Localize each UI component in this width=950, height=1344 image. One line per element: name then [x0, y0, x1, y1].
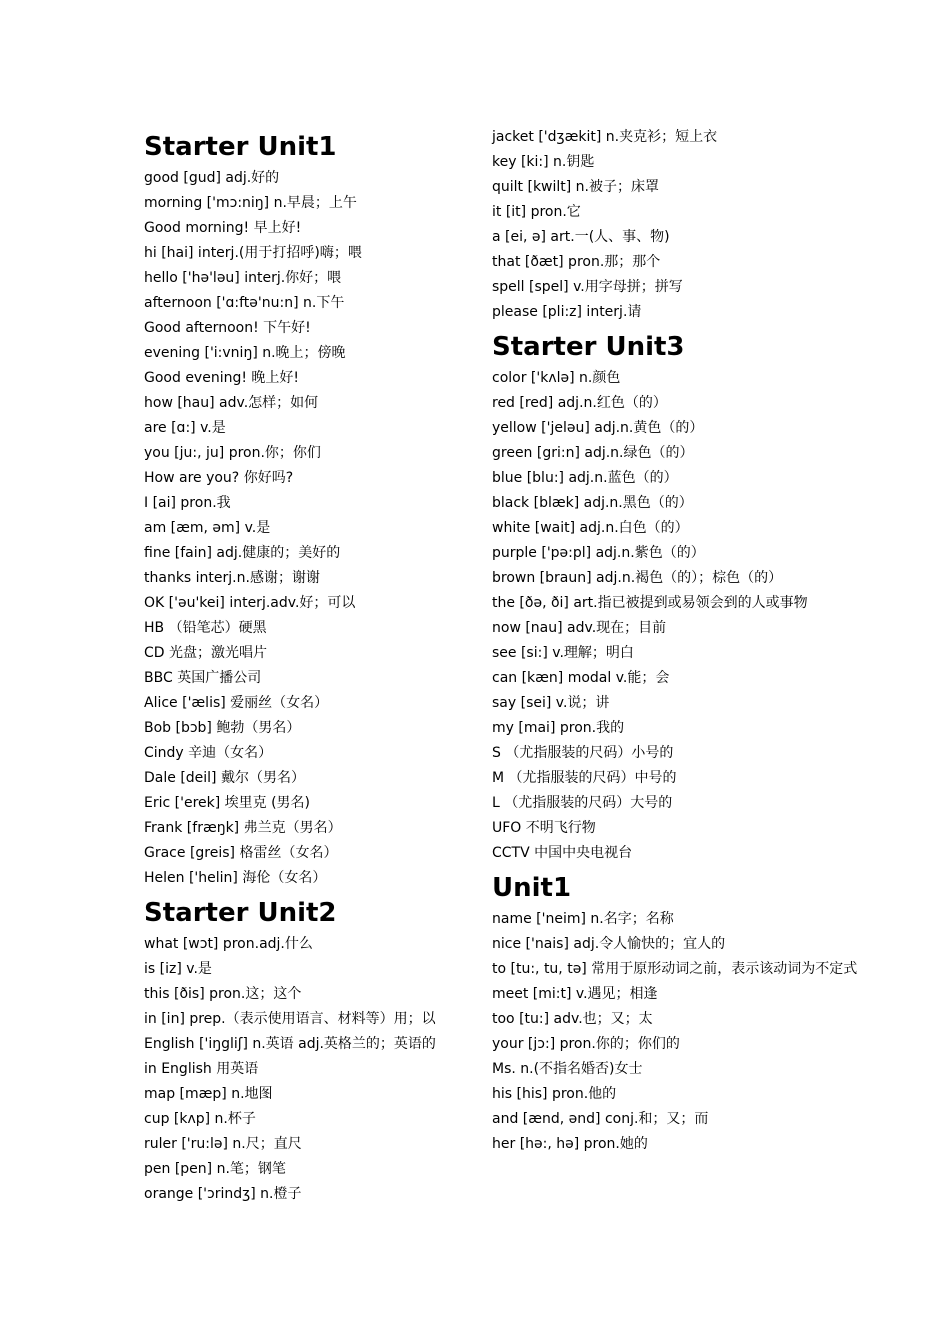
left-column — [144, 125, 464, 1207]
vocab-entry: L （尤指服装的尺码）大号的 — [492, 795, 673, 811]
right-column — [492, 125, 858, 1157]
vocab-entry: Helen ['helin] 海伦（女名） — [144, 870, 327, 886]
section-heading: Starter Unit3 — [492, 332, 685, 362]
section-heading: Starter Unit2 — [144, 898, 337, 928]
vocab-entry: green [gri:n] adj.n.绿色（的） — [492, 445, 694, 461]
vocab-entry: name ['neim] n.名字；名称 — [492, 911, 674, 927]
vocab-entry: in [in] prep.（表示使用语言、材料等）用；以 — [144, 1011, 436, 1027]
vocab-entry: thanks interj.n.感谢；谢谢 — [144, 570, 320, 586]
vocab-entry: evening ['i:vniŋ] n.晚上；傍晚 — [144, 345, 346, 361]
vocab-entry: Good afternoon! 下午好! — [144, 320, 311, 336]
vocab-entry: brown [braun] adj.n.褐色（的）；棕色（的） — [492, 570, 783, 586]
vocab-section — [144, 891, 464, 1207]
vocab-entry: BBC 英国广播公司 — [144, 670, 262, 686]
vocab-entry: Bob [bɔb] 鲍勃（男名） — [144, 720, 301, 736]
vocab-entry: Ms. n.(不指名婚否)女士 — [492, 1061, 643, 1077]
vocab-entry: his [his] pron.他的 — [492, 1086, 617, 1102]
vocab-entry: how [hau] adv.怎样；如何 — [144, 395, 319, 411]
vocab-entry: Good morning! 早上好! — [144, 220, 302, 236]
vocab-entry: a [ei, ə] art.一(人、事、物) — [492, 229, 670, 245]
vocab-entry: CCTV 中国中央电视台 — [492, 845, 633, 861]
vocab-entry: her [hə:, hə] pron.她的 — [492, 1136, 648, 1152]
vocab-entry: you [ju:, ju] pron.你；你们 — [144, 445, 321, 461]
vocab-entry: OK ['əu'kei] interj.adv.好；可以 — [144, 595, 356, 611]
vocab-entry: are [ɑ:] v.是 — [144, 420, 226, 436]
vocab-entry: UFO 不明飞行物 — [492, 820, 596, 836]
vocab-entry: map [mæp] n.地图 — [144, 1086, 273, 1102]
vocab-entry: in English 用英语 — [144, 1061, 259, 1077]
vocab-entry: your [jɔ:] pron.你的；你们的 — [492, 1036, 680, 1052]
vocab-entry: I [ai] pron.我 — [144, 495, 231, 511]
vocab-entry: please [pli:z] interj.请 — [492, 304, 642, 320]
vocab-entry: now [nau] adv.现在；目前 — [492, 620, 667, 636]
vocab-entry: to [tu:, tu, tə] 常用于原形动词之前，表示该动词为不定式 — [492, 961, 858, 977]
vocab-entry: nice ['nais] adj.令人愉快的；宜人的 — [492, 936, 726, 952]
vocab-entry: the [ðə, ði] art.指已被提到或易领会到的人或事物 — [492, 595, 808, 611]
vocab-entry: my [mai] pron.我的 — [492, 720, 625, 736]
vocab-entry: Grace [greis] 格雷丝（女名） — [144, 845, 338, 861]
vocab-entry: pen [pen] n.笔；钢笔 — [144, 1161, 286, 1177]
vocab-entry: is [iz] v.是 — [144, 961, 212, 977]
vocab-entry: M （尤指服装的尺码）中号的 — [492, 770, 677, 786]
vocab-entry: CD 光盘；激光唱片 — [144, 645, 268, 661]
vocab-entry: it [it] pron.它 — [492, 204, 581, 220]
vocab-entry: spell [spel] v.用字母拼；拼写 — [492, 279, 683, 295]
vocab-entry: red [red] adj.n.红色（的） — [492, 395, 667, 411]
vocab-entry: yellow ['jeləu] adj.n.黄色（的） — [492, 420, 704, 436]
vocab-entry: morning ['mɔ:niŋ] n.早晨；上午 — [144, 195, 357, 211]
vocab-entry: and [ænd, ənd] conj.和；又；而 — [492, 1111, 709, 1127]
vocab-entry: HB （铅笔芯）硬黑 — [144, 620, 267, 636]
vocab-entry: am [æm, əm] v.是 — [144, 520, 271, 536]
vocab-entry: Frank [fræŋk] 弗兰克（男名） — [144, 820, 342, 836]
vocab-entry: hello ['hə'ləu] interj.你好；喂 — [144, 270, 342, 286]
vocab-entry: Eric ['erek] 埃里克 (男名) — [144, 795, 311, 811]
vocab-entry: can [kæn] modal v.能；会 — [492, 670, 670, 686]
vocab-entry: color ['kʌlə] n.颜色 — [492, 370, 621, 386]
vocab-entry: white [wait] adj.n.白色（的） — [492, 520, 689, 536]
vocab-entry: good [gud] adj.好的 — [144, 170, 280, 186]
vocab-entry: S （尤指服装的尺码）小号的 — [492, 745, 674, 761]
vocab-entry: hi [hai] interj.(用于打招呼)嗨；喂 — [144, 245, 362, 261]
vocab-section — [492, 125, 812, 325]
vocab-entry: Dale [deil] 戴尔（男名） — [144, 770, 305, 786]
vocab-entry: Good evening! 晚上好! — [144, 370, 300, 386]
vocab-entry: what [wɔt] pron.adj.什么 — [144, 936, 313, 952]
vocab-section — [492, 325, 812, 866]
vocab-entry: How are you? 你好吗? — [144, 470, 294, 486]
vocab-entry: cup [kʌp] n.杯子 — [144, 1111, 256, 1127]
vocab-section — [492, 866, 858, 1157]
vocab-entry: key [ki:] n.钥匙 — [492, 154, 595, 170]
vocab-entry: Alice ['ælis] 爱丽丝（女名） — [144, 695, 329, 711]
vocab-entry: see [si:] v.理解；明白 — [492, 645, 634, 661]
vocab-entry: ruler ['ru:lə] n.尺；直尺 — [144, 1136, 302, 1152]
vocab-entry: jacket ['dʒækit] n.夹克衫；短上衣 — [492, 129, 718, 145]
vocab-entry: blue [blu:] adj.n.蓝色（的） — [492, 470, 678, 486]
vocab-entry: say [sei] v.说；讲 — [492, 695, 610, 711]
vocab-entry: this [ðis] pron.这；这个 — [144, 986, 302, 1002]
vocab-entry: orange ['ɔrindʒ] n.橙子 — [144, 1186, 302, 1202]
vocab-entry: afternoon ['ɑ:ftə'nu:n] n.下午 — [144, 295, 345, 311]
vocab-entry: that [ðæt] pron.那；那个 — [492, 254, 661, 270]
vocab-entry: English ['iŋgliʃ] n.英语 adj.英格兰的；英语的 — [144, 1036, 436, 1052]
section-heading: Starter Unit1 — [144, 132, 337, 162]
vocab-entry: meet [mi:t] v.遇见；相逢 — [492, 986, 658, 1002]
vocab-entry: fine [fain] adj.健康的；美好的 — [144, 545, 341, 561]
vocab-entry: too [tu:] adv.也；又；太 — [492, 1011, 653, 1027]
section-heading: Unit1 — [492, 873, 572, 903]
vocab-entry: quilt [kwilt] n.被子；床罩 — [492, 179, 660, 195]
vocab-entry: black [blæk] adj.n.黑色（的） — [492, 495, 693, 511]
vocab-entry: Cindy 辛迪（女名） — [144, 745, 273, 761]
vocab-section — [144, 125, 464, 891]
vocab-entry: purple ['pə:pl] adj.n.紫色（的） — [492, 545, 705, 561]
